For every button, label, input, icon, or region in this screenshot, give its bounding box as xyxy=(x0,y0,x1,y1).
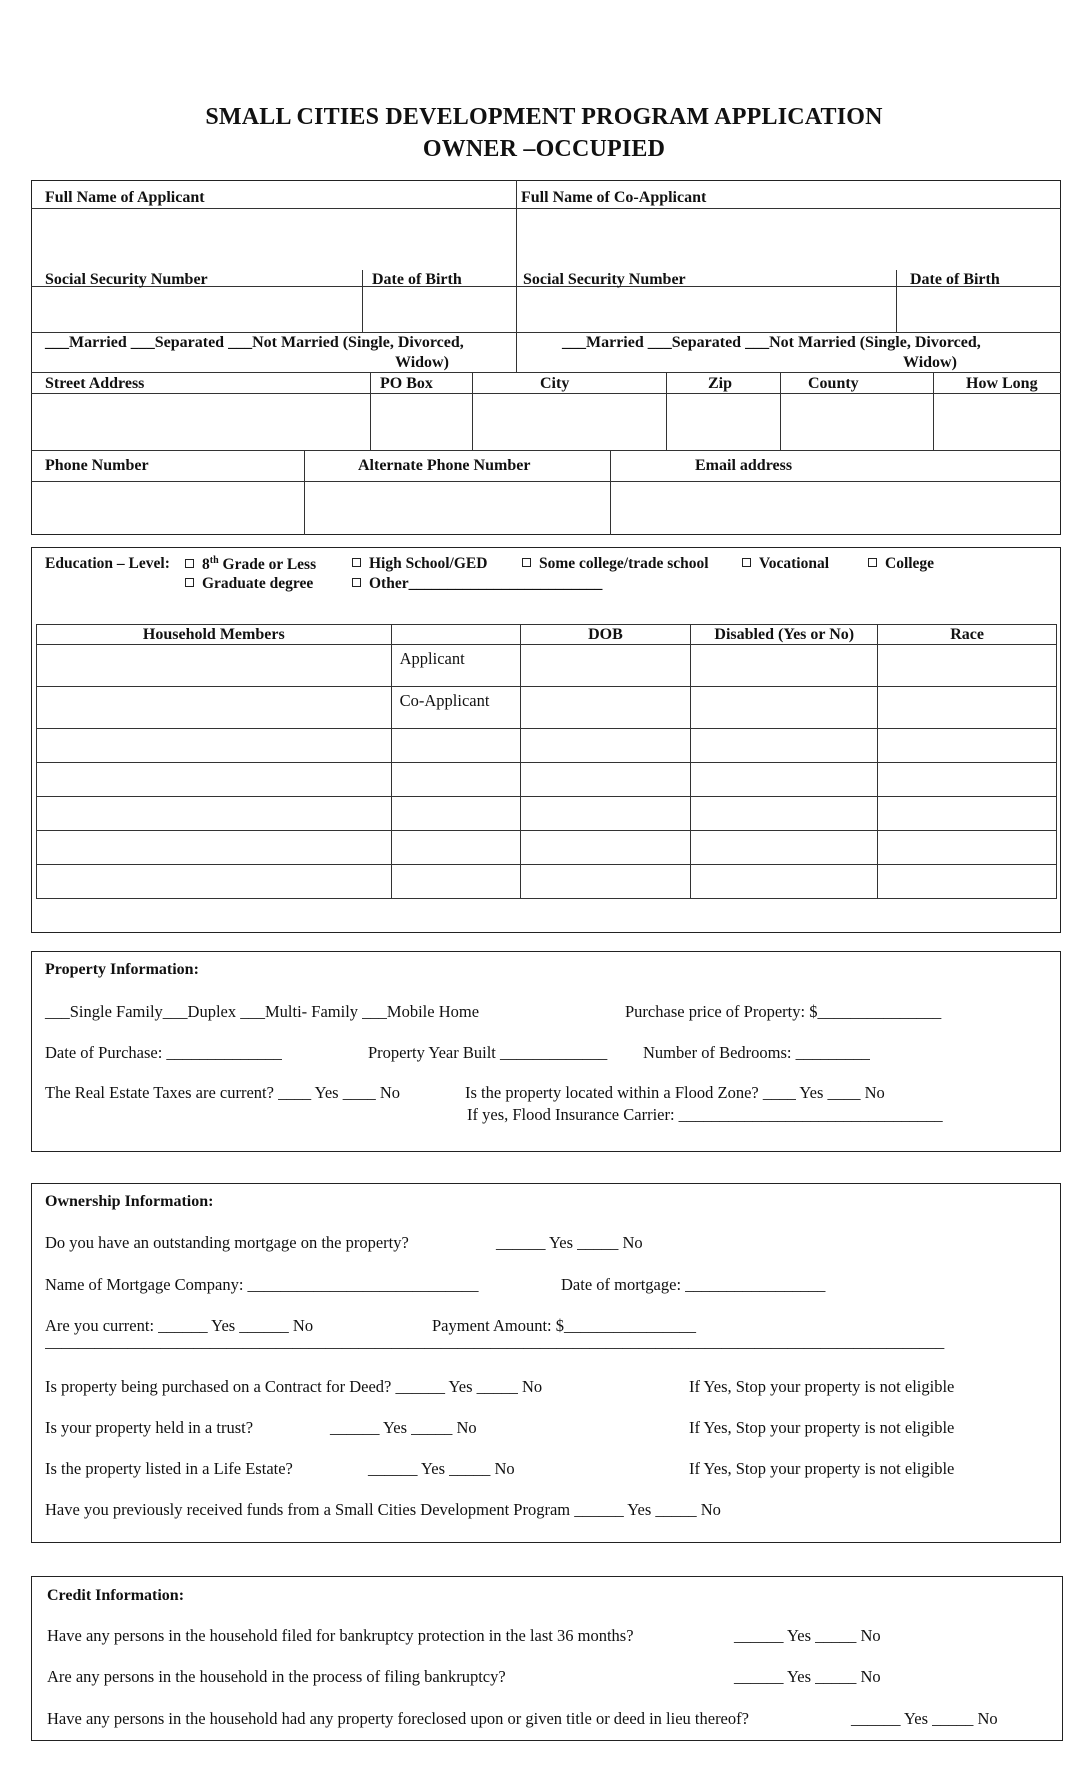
col-divider xyxy=(780,372,781,450)
cell-text xyxy=(392,797,520,801)
cell-text xyxy=(878,687,1056,691)
coapplicant-ssn-label: Social Security Number xyxy=(523,271,686,288)
col-divider xyxy=(304,450,305,535)
street-address-field[interactable] xyxy=(33,396,368,448)
full-name-coapplicant-label: Full Name of Co-Applicant xyxy=(521,189,707,206)
flood-insurance-carrier-field[interactable]: If yes, Flood Insurance Carrier: ________________________________ xyxy=(467,1105,943,1124)
section-separator-line: _____________________________________________________________________________________________________________ xyxy=(45,1332,945,1351)
education-option-high-school[interactable] xyxy=(352,555,487,573)
member-disabled-cell[interactable] xyxy=(691,831,878,865)
checkbox[interactable] xyxy=(522,558,531,567)
cell-text xyxy=(37,687,391,691)
col-divider xyxy=(516,270,517,332)
purchase-price-field[interactable]: Purchase price of Property: $_______________ xyxy=(625,1002,942,1021)
trust-stop-note: If Yes, Stop your property is not eligible xyxy=(689,1418,955,1437)
member-race-cell[interactable] xyxy=(878,797,1057,831)
table-row xyxy=(37,865,1057,899)
table-row xyxy=(37,831,1057,865)
email-address-field[interactable] xyxy=(612,484,1059,533)
applicant-ssn-field[interactable] xyxy=(33,290,360,330)
household-members-table xyxy=(36,624,1057,899)
col-divider xyxy=(362,270,363,332)
coapplicant-dob-label: Date of Birth xyxy=(910,271,1000,288)
cell-text: Applicant xyxy=(399,649,465,668)
cell-text xyxy=(392,729,520,733)
member-name-cell[interactable] xyxy=(37,645,392,687)
cell-text xyxy=(521,865,691,869)
member-dob-cell[interactable] xyxy=(520,831,691,865)
cell-text xyxy=(691,865,877,869)
option-text: High School/GED xyxy=(369,555,488,572)
year-built-field[interactable]: Property Year Built _____________ xyxy=(368,1043,608,1062)
member-name-cell[interactable] xyxy=(37,797,392,831)
phone-number-label: Phone Number xyxy=(45,457,149,474)
phone-number-field[interactable] xyxy=(33,484,302,533)
member-dob-cell[interactable] xyxy=(520,687,691,729)
coapplicant-name-field[interactable] xyxy=(519,211,1059,269)
member-name-cell[interactable] xyxy=(37,865,392,899)
mortgage-date-field[interactable]: Date of mortgage: _________________ xyxy=(561,1275,826,1294)
header-household-members: Household Members xyxy=(37,625,392,645)
option-text: College xyxy=(885,555,935,572)
member-disabled-cell[interactable] xyxy=(691,645,878,687)
header-dob: DOB xyxy=(520,625,691,645)
table-header-row xyxy=(37,625,1057,645)
credit-information-heading: Credit Information: xyxy=(47,1587,185,1604)
po-box-field[interactable] xyxy=(372,396,470,448)
member-disabled-cell[interactable] xyxy=(691,797,878,831)
checkbox[interactable] xyxy=(185,578,194,587)
member-dob-cell[interactable] xyxy=(520,763,691,797)
education-level-label: Education – Level: xyxy=(45,555,170,572)
alternate-phone-label: Alternate Phone Number xyxy=(358,457,531,474)
member-role-cell[interactable] xyxy=(391,729,520,763)
member-role-cell[interactable] xyxy=(391,763,520,797)
member-race-cell[interactable] xyxy=(878,687,1057,729)
member-dob-cell[interactable] xyxy=(520,865,691,899)
filing-bankruptcy-question: Are any persons in the household in the process of filing bankruptcy? xyxy=(47,1667,506,1686)
member-race-cell[interactable] xyxy=(878,865,1057,899)
applicant-dob-field[interactable] xyxy=(364,290,514,330)
row-divider xyxy=(31,372,1061,373)
header-race: Race xyxy=(878,625,1057,645)
applicant-ssn-label: Social Security Number xyxy=(45,271,208,288)
mortgage-yes-no[interactable]: ______ Yes _____ No xyxy=(496,1233,643,1252)
header-disabled: Disabled (Yes or No) xyxy=(691,625,878,645)
col-divider xyxy=(516,332,517,372)
checkbox[interactable] xyxy=(742,558,751,567)
cell-text: Co-Applicant xyxy=(399,691,490,710)
life-estate-yes-no[interactable]: ______ Yes _____ No xyxy=(368,1459,515,1478)
checkbox[interactable] xyxy=(352,578,361,587)
ordinal-suffix: th xyxy=(209,555,219,566)
member-role-cell[interactable] xyxy=(391,831,520,865)
property-information-heading: Property Information: xyxy=(45,961,199,978)
mortgage-company-field[interactable]: Name of Mortgage Company: ____________________________ xyxy=(45,1275,479,1294)
member-role-cell[interactable] xyxy=(391,865,520,899)
street-address-label: Street Address xyxy=(45,375,145,392)
cell-text xyxy=(521,729,691,733)
cell-text xyxy=(37,645,391,649)
table-row xyxy=(37,763,1057,797)
header-role xyxy=(391,625,520,645)
coapplicant-ssn-field[interactable] xyxy=(519,290,894,330)
row-divider xyxy=(31,208,1061,209)
row-divider xyxy=(31,450,1061,451)
member-name-cell[interactable] xyxy=(37,831,392,865)
education-option-vocational[interactable] xyxy=(742,555,829,573)
ownership-information-heading: Ownership Information: xyxy=(45,1193,214,1210)
member-role-cell xyxy=(391,687,520,729)
col-divider xyxy=(610,450,611,535)
zip-label: Zip xyxy=(708,375,733,392)
cell-text xyxy=(691,763,877,767)
row-divider xyxy=(31,481,1061,482)
member-dob-cell[interactable] xyxy=(520,645,691,687)
cell-text xyxy=(521,645,691,649)
cell-text xyxy=(392,865,520,869)
cell-text xyxy=(878,831,1056,835)
po-box-label: PO Box xyxy=(380,375,433,392)
payment-amount-field[interactable]: Payment Amount: $________________ xyxy=(432,1316,696,1335)
previous-funds-question[interactable]: Have you previously received funds from a Small Cities Development Program ______ Yes _____ No xyxy=(45,1500,721,1519)
education-option-other[interactable] xyxy=(352,575,602,593)
member-race-cell[interactable] xyxy=(878,763,1057,797)
trust-question: Is your property held in a trust? xyxy=(45,1418,254,1437)
option-text: Graduate degree xyxy=(202,575,314,592)
option-text: Some college/trade school xyxy=(539,555,709,572)
cell-text xyxy=(878,645,1056,649)
education-option-graduate[interactable] xyxy=(185,575,313,593)
table-row xyxy=(37,729,1057,763)
coapplicant-dob-field[interactable] xyxy=(898,290,1059,330)
form-title-line2: OWNER –OCCUPIED xyxy=(422,136,666,162)
member-disabled-cell[interactable] xyxy=(691,729,878,763)
checkbox[interactable] xyxy=(868,558,877,567)
cell-text xyxy=(521,687,691,691)
option-text: 8 xyxy=(202,556,210,574)
member-dob-cell[interactable] xyxy=(520,729,691,763)
member-name-cell[interactable] xyxy=(37,763,392,797)
row-divider xyxy=(31,332,1061,333)
cell-text xyxy=(878,729,1056,733)
option-text: Vocational xyxy=(759,555,830,572)
cell-text xyxy=(521,797,691,801)
form-title-line1: SMALL CITIES DEVELOPMENT PROGRAM APPLICATION xyxy=(205,104,883,130)
cell-text xyxy=(37,763,391,767)
member-race-cell[interactable] xyxy=(878,729,1057,763)
table-row xyxy=(37,687,1057,729)
property-type-options[interactable]: ___Single Family___Duplex ___Multi- Family ___Mobile Home xyxy=(45,1002,480,1021)
table-row xyxy=(37,797,1057,831)
cell-text xyxy=(37,729,391,733)
col-divider xyxy=(516,180,517,280)
mortgage-question: Do you have an outstanding mortgage on the property? xyxy=(45,1233,409,1252)
how-long-label: How Long xyxy=(966,375,1038,392)
bankruptcy-yes-no[interactable]: ______ Yes _____ No xyxy=(734,1626,881,1645)
applicant-marital-status[interactable]: ___Married ___Separated ___Not Married (Single, Divorced, xyxy=(45,334,464,351)
cell-text xyxy=(691,797,877,801)
cell-text xyxy=(878,763,1056,767)
member-disabled-cell[interactable] xyxy=(691,865,878,899)
education-option-8th-grade[interactable] xyxy=(185,555,316,574)
education-option-some-college[interactable] xyxy=(522,555,709,573)
cell-text xyxy=(37,797,391,801)
member-disabled-cell[interactable] xyxy=(691,763,878,797)
member-name-cell[interactable] xyxy=(37,729,392,763)
coapplicant-marital-status[interactable]: ___Married ___Separated ___Not Married (Single, Divorced, xyxy=(562,334,981,351)
member-race-cell[interactable] xyxy=(878,831,1057,865)
how-long-field[interactable] xyxy=(935,396,1059,448)
member-race-cell[interactable] xyxy=(878,645,1057,687)
zip-field[interactable] xyxy=(668,396,778,448)
row-divider xyxy=(31,393,1061,394)
applicant-marital-status-cont: Widow) xyxy=(395,354,449,371)
cell-text xyxy=(691,687,877,691)
cell-text xyxy=(691,831,877,835)
cell-text xyxy=(37,831,391,835)
county-field[interactable] xyxy=(782,396,931,448)
applicant-dob-label: Date of Birth xyxy=(372,271,462,288)
taxes-current-question[interactable]: The Real Estate Taxes are current? ____ Yes ____ No xyxy=(45,1083,401,1102)
cell-text xyxy=(392,831,520,835)
checkbox[interactable] xyxy=(352,558,361,567)
email-address-label: Email address xyxy=(695,457,793,474)
city-field[interactable] xyxy=(474,396,664,448)
col-divider xyxy=(472,372,473,450)
filing-bankruptcy-yes-no[interactable]: ______ Yes _____ No xyxy=(734,1667,881,1686)
member-role-cell[interactable] xyxy=(391,797,520,831)
education-option-college[interactable] xyxy=(868,555,934,573)
member-disabled-cell[interactable] xyxy=(691,687,878,729)
county-label: County xyxy=(808,375,859,392)
cell-text xyxy=(691,729,877,733)
city-label: City xyxy=(540,375,570,392)
cell-text xyxy=(878,797,1056,801)
applicant-name-field[interactable] xyxy=(33,211,513,269)
member-role-cell xyxy=(391,645,520,687)
contract-for-deed-question[interactable]: Is property being purchased on a Contract for Deed? ______ Yes _____ No xyxy=(45,1377,543,1396)
flood-zone-question[interactable]: Is the property located within a Flood Zone? ____ Yes ____ No xyxy=(465,1083,885,1102)
bankruptcy-question: Have any persons in the household filed for bankruptcy protection in the last 36 months? xyxy=(47,1626,634,1645)
option-text: Other_________________________ xyxy=(369,575,603,592)
cell-text xyxy=(37,865,391,869)
cell-text xyxy=(878,865,1056,869)
full-name-applicant-label: Full Name of Applicant xyxy=(45,189,205,206)
table-row xyxy=(37,645,1057,687)
col-divider xyxy=(896,270,897,332)
coapplicant-marital-status-cont: Widow) xyxy=(903,354,957,371)
cell-text xyxy=(691,645,877,649)
foreclosure-question: Have any persons in the household had any property foreclosed upon or given title or deed in lieu thereof? xyxy=(47,1709,749,1728)
cell-text xyxy=(392,763,520,767)
alternate-phone-field[interactable] xyxy=(306,484,608,533)
contract-for-deed-stop-note: If Yes, Stop your property is not eligible xyxy=(689,1377,955,1396)
col-divider xyxy=(666,372,667,450)
foreclosure-yes-no[interactable]: ______ Yes _____ No xyxy=(851,1709,998,1728)
member-dob-cell[interactable] xyxy=(520,797,691,831)
number-of-bedrooms-field[interactable]: Number of Bedrooms: _________ xyxy=(643,1043,870,1062)
date-of-purchase-field[interactable]: Date of Purchase: ______________ xyxy=(45,1043,282,1062)
cell-text xyxy=(521,763,691,767)
col-divider xyxy=(933,372,934,450)
member-name-cell[interactable] xyxy=(37,687,392,729)
life-estate-question: Is the property listed in a Life Estate? xyxy=(45,1459,293,1478)
col-divider xyxy=(370,372,371,450)
trust-yes-no[interactable]: ______ Yes _____ No xyxy=(330,1418,477,1437)
checkbox[interactable] xyxy=(185,559,194,568)
option-text: Grade or Less xyxy=(218,556,317,574)
are-you-current-question[interactable]: Are you current: ______ Yes ______ No xyxy=(45,1316,314,1335)
cell-text xyxy=(521,831,691,835)
life-estate-stop-note: If Yes, Stop your property is not eligible xyxy=(689,1459,955,1478)
